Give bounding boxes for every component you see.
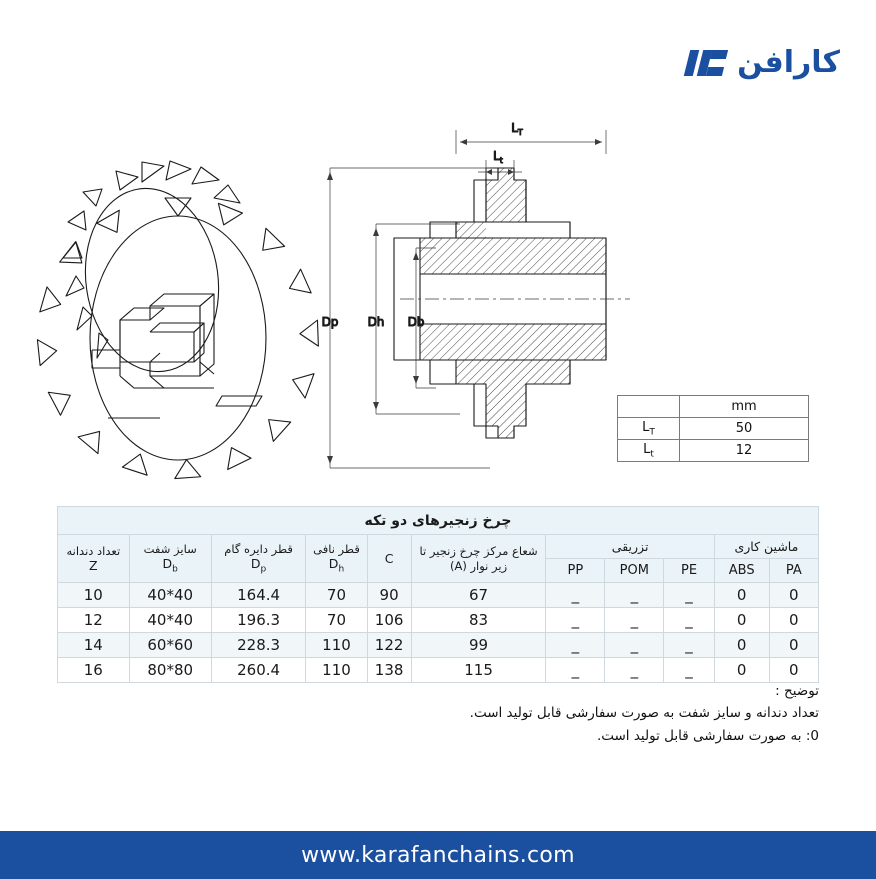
brand-logo (687, 45, 840, 80)
website-url[interactable]: www.karafanchains.com (301, 842, 575, 868)
column-header-dp: قطر دایره گام $D_p$ (211, 535, 306, 583)
isometric-sprocket-drawing (37, 161, 318, 479)
length-unit-table (617, 395, 809, 462)
cell-pp: _ (546, 583, 605, 608)
table-group-row (58, 535, 819, 559)
cell-c: 138 (367, 658, 411, 683)
svg-text:Db: Db (407, 315, 425, 329)
table-row (618, 418, 809, 440)
cell-pe: _ (664, 608, 715, 633)
svg-text:Lt: $L_t$ (493, 149, 503, 165)
notes-line-2: 0: به صورت سفارشی قابل تولید است. (596, 727, 819, 744)
cell-a: 99 (411, 633, 546, 658)
cell-pom: _ (605, 658, 664, 683)
cell-a: 67 (411, 583, 546, 608)
cell-dh: 110 (306, 658, 367, 683)
cell-pp: _ (546, 658, 605, 683)
cell-c: 90 (367, 583, 411, 608)
cell-db: 40*40 (129, 608, 211, 633)
cell-pp: _ (546, 633, 605, 658)
mini-table-value-ltooth: 12 (680, 440, 809, 462)
karafan-logo-icon (687, 48, 729, 78)
cell-dp: 260.4 (211, 658, 306, 683)
svg-text:Dp: Dp (321, 315, 339, 329)
table-row (618, 440, 809, 462)
group-header-machining: ماشین کاری (714, 535, 818, 559)
cell-a: 115 (411, 658, 546, 683)
column-header-a: شعاع مرکز چرخ زنجیر تا زیر نوار (A) (411, 535, 546, 583)
cell-pom: _ (605, 608, 664, 633)
cell-abs: 0 (714, 583, 769, 608)
column-header-dh: قطر نافی $D_h$ (306, 535, 367, 583)
cell-dh: 70 (306, 608, 367, 633)
cell-pe: _ (664, 633, 715, 658)
column-header-pe: PE (664, 559, 715, 583)
cell-db: 80*80 (129, 658, 211, 683)
cell-dp: 164.4 (211, 583, 306, 608)
table-title-row (58, 507, 819, 535)
cell-a: 83 (411, 608, 546, 633)
cell-z: 12 (58, 608, 130, 633)
cell-z: 10 (58, 583, 130, 608)
notes-line-1: تعداد دندانه و سایز شفت به صورت سفارشی قابل تولید است. (469, 705, 819, 722)
table-row (58, 608, 819, 633)
cell-abs: 0 (714, 658, 769, 683)
cell-c: 106 (367, 608, 411, 633)
cell-db: 40*40 (129, 583, 211, 608)
mini-table-unit-header: mm (680, 396, 809, 418)
cell-pe: _ (664, 583, 715, 608)
cell-dh: 70 (306, 583, 367, 608)
table-row (58, 633, 819, 658)
cell-dp: 228.3 (211, 633, 306, 658)
cell-pp: _ (546, 608, 605, 633)
sprocket-spec-table (57, 506, 819, 683)
brand-name: کارافن (737, 45, 840, 80)
cell-z: 14 (58, 633, 130, 658)
cell-pa: 0 (769, 658, 818, 683)
column-header-pom: POM (605, 559, 664, 583)
column-header-c: C (367, 535, 411, 583)
cell-c: 122 (367, 633, 411, 658)
column-header-z: تعداد دندانه Z (58, 535, 130, 583)
cell-pom: _ (605, 583, 664, 608)
mini-table-symbol-lt: $L_T$ (618, 418, 680, 440)
sectional-sprocket-drawing (394, 168, 606, 438)
cell-pom: _ (605, 633, 664, 658)
table-row (58, 583, 819, 608)
cell-dh: 110 (306, 633, 367, 658)
cell-pa: 0 (769, 583, 818, 608)
mini-table-symbol-ltooth: $L_t$ (618, 440, 680, 462)
table-title: چرخ زنجیرهای دو تکه (58, 507, 819, 535)
cell-db: 60*60 (129, 633, 211, 658)
svg-text:LT: $L_T$ (511, 121, 523, 137)
table-row (618, 396, 809, 418)
cell-pe: _ (664, 658, 715, 683)
notes-block (59, 680, 819, 747)
mini-table-value-lt: 50 (680, 418, 809, 440)
notes-heading: توضیح : (775, 683, 819, 699)
table-row (58, 658, 819, 683)
group-header-injection: تزریقی (546, 535, 714, 559)
mini-table-empty-cell (618, 396, 680, 418)
column-header-abs: ABS (714, 559, 769, 583)
footer-bar (0, 831, 876, 879)
column-header-pa: PA (769, 559, 818, 583)
cell-dp: 196.3 (211, 608, 306, 633)
cell-abs: 0 (714, 608, 769, 633)
cell-pa: 0 (769, 633, 818, 658)
cell-abs: 0 (714, 633, 769, 658)
column-header-pp: PP (546, 559, 605, 583)
column-header-db: سایز شفت $D_b$ (129, 535, 211, 583)
cell-pa: 0 (769, 608, 818, 633)
cell-z: 16 (58, 658, 130, 683)
svg-text:Dh: Dh (367, 315, 385, 329)
